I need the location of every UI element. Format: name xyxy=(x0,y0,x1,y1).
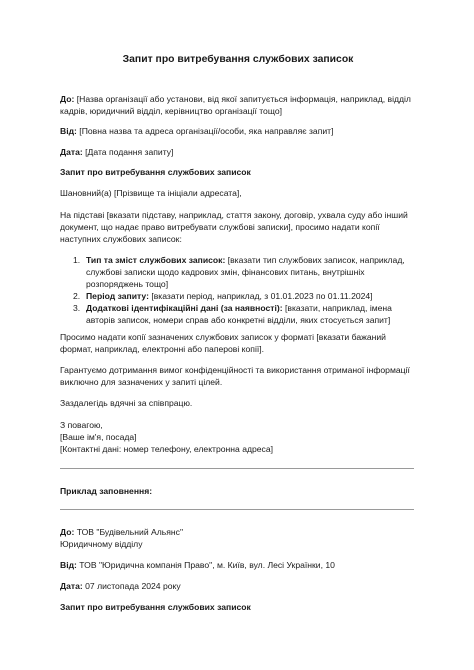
example-date-text: 07 листопада 2024 року xyxy=(82,581,181,591)
requested-items-list xyxy=(73,254,416,327)
example-to-text: ТОВ "Будівельний Альянс" xyxy=(74,527,183,537)
list-item-label: Додаткові ідентифікаційні дані (за наявності): xyxy=(86,303,283,314)
format-paragraph: Просимо надати копії зазначених службових записок у форматі [вказати бажаний формат, наприклад, електронні або паперові копії]. xyxy=(60,332,386,355)
example-heading: Приклад заповнення: xyxy=(60,486,153,496)
list-item xyxy=(73,302,416,326)
list-item-number: 1. xyxy=(73,255,81,265)
signature: [Ваше ім'я, посада] xyxy=(60,432,137,442)
list-item-label: Період запиту: xyxy=(86,291,149,302)
from-text: [Повна назва та адреса організації/особи, яка направляє запит] xyxy=(76,126,334,136)
to-text: [Назва організації або установи, від якої запитується інформація, наприклад, відділ кадрів, юридичний відділ, керівництво організації тощо] xyxy=(60,94,411,117)
date-label: Дата: xyxy=(60,147,83,157)
list-item-label: Тип та зміст службових записок: xyxy=(86,255,226,265)
example-from-text: ТОВ "Юридична компанія Право", м. Київ, вул. Лесі Українки, 10 xyxy=(76,560,335,570)
list-item-text: [вказати, наприклад, імена авторів записок, номери справ або конкретні відділи, яких стосується запит] xyxy=(86,303,392,326)
list-item xyxy=(73,290,416,302)
list-item xyxy=(73,254,416,290)
divider xyxy=(60,468,414,469)
thanks-paragraph: Заздалегідь вдячні за співпрацю. xyxy=(60,398,193,408)
intro-paragraph: На підставі [вказати підставу, наприклад, стаття закону, договір, ухвала суду або інший документ, що надає право витребувати службові записки], просимо надати копії наступних службових записок: xyxy=(60,210,408,245)
guarantee-paragraph: Гарантуємо дотримання вимог конфіденційності та використання отриманої інформації виключно для зазначених у запиті цілей. xyxy=(60,365,410,388)
example-date-field xyxy=(60,580,416,592)
list-item-text: [вказати період, наприклад, з 01.01.2023 по 01.11.2024] xyxy=(148,291,373,302)
request-heading: Запит про витребування службових записок xyxy=(60,167,251,177)
example-to-field xyxy=(60,526,416,538)
example-date-label: Дата: xyxy=(60,581,83,591)
list-item-number: 2. xyxy=(73,291,81,302)
document-title: Запит про витребування службових записок xyxy=(122,54,354,65)
example-title: Запит про витребування службових записок xyxy=(60,602,251,612)
to-field xyxy=(60,93,416,117)
example-to-line2: Юридичному відділу xyxy=(60,539,143,549)
example-to-label: До: xyxy=(60,527,75,537)
greeting: Шановний(а) [Прізвище та ініціали адресата], xyxy=(60,188,242,198)
date-text: [Дата подання запиту] xyxy=(82,147,174,157)
contacts: [Контактні дані: номер телефону, електронна адреса] xyxy=(60,444,274,454)
list-item-number: 3. xyxy=(73,303,81,314)
closing: З повагою, xyxy=(60,420,103,430)
date-field xyxy=(60,146,416,158)
example-from-field xyxy=(60,559,416,571)
divider xyxy=(60,509,414,510)
to-label: До: xyxy=(60,94,75,104)
from-field xyxy=(60,125,416,137)
from-label: Від: xyxy=(60,126,77,136)
example-from-label: Від: xyxy=(60,560,77,570)
list-item-text: [вказати тип службових записок, наприклад, службові записки щодо кадрових змін, фінансових питань, внутрішніх розпоряджень тощо] xyxy=(86,255,405,290)
